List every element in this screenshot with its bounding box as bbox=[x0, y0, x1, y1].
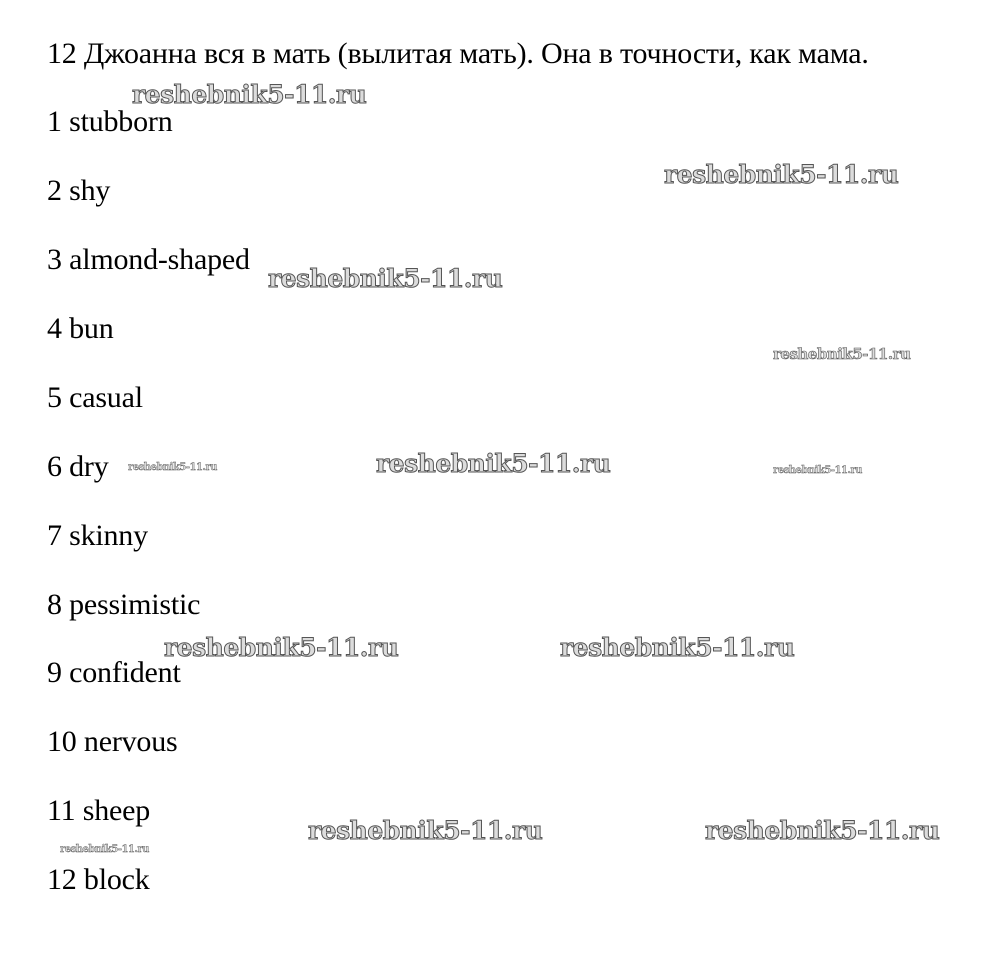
watermark: reshebnik5-11.ru bbox=[705, 816, 940, 845]
watermark: reshebnik5-11.ru bbox=[560, 633, 795, 662]
watermark: reshebnik5-11.ru bbox=[664, 160, 899, 189]
watermark: reshebnik5-11.ru bbox=[376, 449, 611, 478]
answer-item-3: 3 almond-shaped bbox=[47, 243, 250, 276]
watermark: reshebnik5-11.ru bbox=[132, 80, 367, 109]
answer-item-9: 9 confident bbox=[47, 656, 181, 689]
answer-item-10: 10 nervous bbox=[47, 725, 178, 758]
watermark: reshebnik5-11.ru bbox=[773, 345, 911, 363]
answer-item-11: 11 sheep bbox=[47, 794, 151, 827]
watermark: reshebnik5-11.ru bbox=[60, 844, 149, 855]
answer-item-1: 1 stubborn bbox=[47, 105, 173, 138]
watermark: reshebnik5-11.ru bbox=[268, 264, 503, 293]
answer-item-6: 6 dry bbox=[47, 450, 109, 483]
answer-item-12: 12 block bbox=[47, 863, 150, 896]
watermark: reshebnik5-11.ru bbox=[308, 816, 543, 845]
watermark: reshebnik5-11.ru bbox=[128, 462, 217, 473]
task-header: 12 Джоанна вся в мать (вылитая мать). Она в точности, как мама. bbox=[47, 37, 869, 70]
answer-item-5: 5 casual bbox=[47, 381, 143, 414]
answer-item-4: 4 bun bbox=[47, 312, 114, 345]
answer-item-2: 2 shy bbox=[47, 174, 111, 207]
answer-item-7: 7 skinny bbox=[47, 519, 148, 552]
watermark: reshebnik5-11.ru bbox=[773, 465, 862, 476]
watermark: reshebnik5-11.ru bbox=[164, 633, 399, 662]
answer-item-8: 8 pessimistic bbox=[47, 588, 201, 621]
